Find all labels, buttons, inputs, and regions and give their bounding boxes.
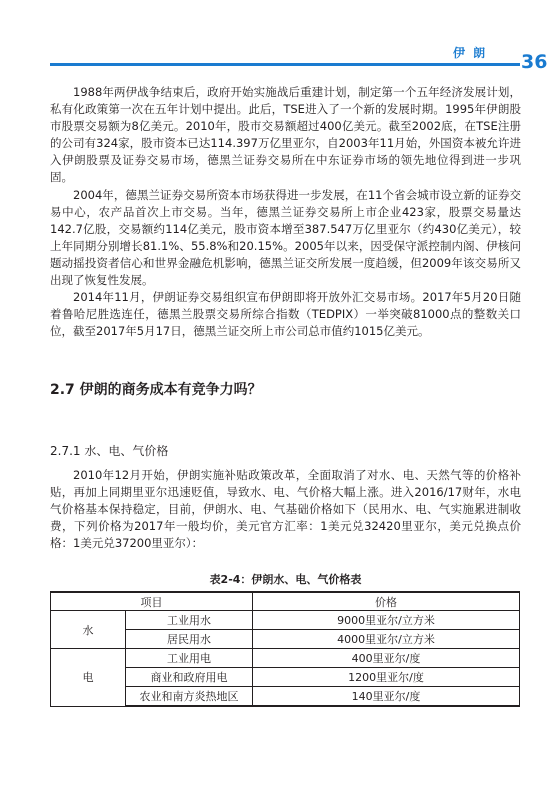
table-cell-item: 工业用水 (126, 611, 253, 630)
body-text-bottom (50, 467, 521, 552)
table-caption: 表2-4：伊朗水、电、气价格表 (209, 573, 362, 586)
section-heading: 2.7 伊朗的商务成本有竞争力吗？ (50, 382, 262, 398)
table-group-electricity: 电 (51, 649, 126, 707)
table-header-row (51, 592, 520, 611)
table-cell-item: 工业用电 (126, 649, 253, 668)
table-header-item: 项目 (51, 592, 253, 611)
page-number: 36 (521, 51, 548, 73)
table-cell-price: 9000里亚尔/立方米 (253, 611, 520, 630)
table-group-water: 水 (51, 611, 126, 649)
subsection-heading: 2.7.1 水、电、气价格 (50, 444, 169, 458)
header-rule (50, 63, 520, 66)
running-header-title: 伊 朗 (453, 46, 488, 60)
table-row (51, 649, 520, 668)
table-cell-item: 居民用水 (126, 630, 253, 649)
paragraph-2004: 2004年，德黑兰证券交易所资本市场获得进一步发展，在11个省会城市设立新的证券交易中心，农产品首次上市交易。当年，德黑兰证券交易所上市企业423家，股票交易量达142.7亿股，交易额约114亿美元，股市资本增至387.547万亿里亚尔（约430亿美元），较上年同期分别增长81.1%、55.8%和20.15%。2005年以来，因受保守派控制内阁、伊核问题动摇投资者信心和世界金融危机影响，德黑兰证交所发展一度趋缓，但2009年该交易所又出现了恢复性发展。 (50, 187, 521, 288)
table-header-price: 价格 (253, 592, 520, 611)
table-row (51, 611, 520, 630)
table-cell-price: 4000里亚尔/立方米 (253, 630, 520, 649)
body-text-top (50, 84, 521, 340)
paragraph-2010: 2010年12月开始，伊朗实施补贴政策改革，全面取消了对水、电、天然气等的价格补贴，再加上同期里亚尔迅速贬值，导致水、电、气价格大幅上涨。进入2016/17财年，水电气价格基本保持稳定，目前，伊朗水、电、气基础价格如下（民用水、电、气实施累进制收费，下列价格为2017年一般均价，美元官方汇率：1美元兑32420里亚尔，美元兑换点价格：1美元兑37200里亚尔）： (50, 468, 521, 551)
price-table (50, 591, 520, 707)
table-cell-price: 400里亚尔/度 (253, 649, 520, 668)
table-cell-price: 1200里亚尔/度 (253, 668, 520, 687)
table-cell-item: 农业和南方炎热地区 (126, 687, 253, 707)
table-cell-item: 商业和政府用电 (126, 668, 253, 687)
table-cell-price: 140里亚尔/度 (253, 687, 520, 707)
paragraph-1988: 1988年两伊战争结束后，政府开始实施战后重建计划，制定第一个五年经济发展计划，私有化政策第一次在五年计划中提出。此后，TSE进入了一个新的发展时期。1995年伊朗股市股票交易额为8亿美元。2010年，股市交易额超过400亿美元。截至2002底，在TSE注册的公司有324家，股市资本已达114.397万亿里亚尔，自2003年11月始，外国资本被允许进入伊朗股票及证券交易市场，德黑兰证券交易所在中东证券市场的领先地位得到进一步巩固。 (50, 85, 521, 185)
paragraph-2014: 2014年11月，伊朗证券交易组织宣布伊朗即将开放外汇交易市场。2017年5月20日随着鲁哈尼胜选连任，德黑兰股票交易所综合指数（TEDPIX）一举突破81000点的整数关口位，截至2017年5月17日，德黑兰证交所上市公司总市值约1015亿美元。 (50, 290, 521, 339)
